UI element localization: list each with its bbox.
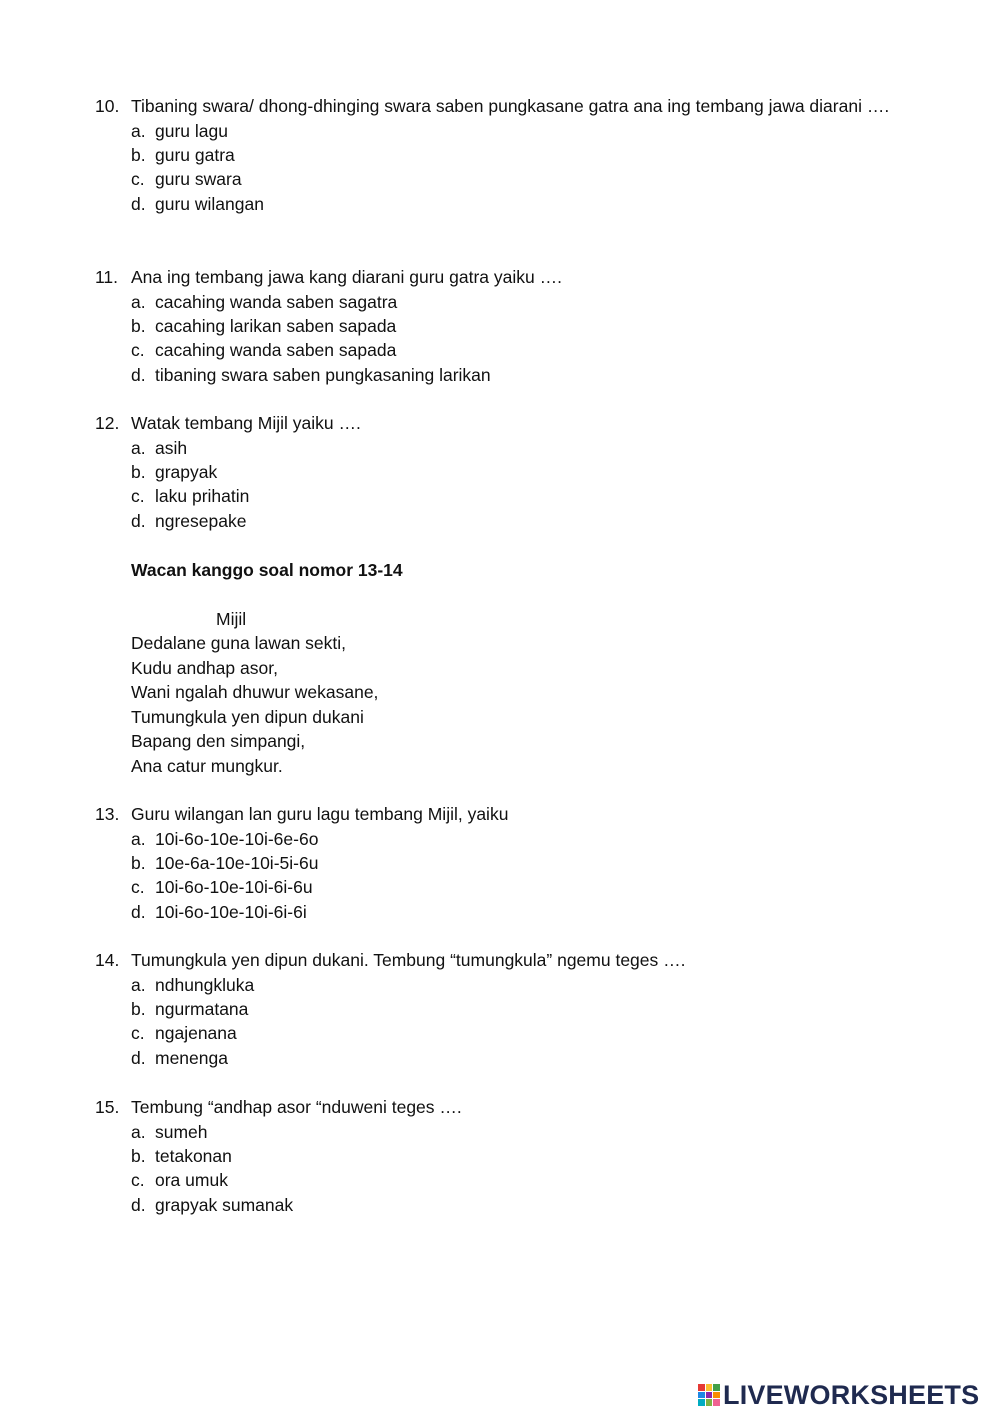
option-letter: b. (131, 144, 146, 165)
question-number: 12. (95, 413, 120, 433)
option-letter: c. (131, 1170, 145, 1191)
option-b[interactable] (131, 460, 915, 484)
option-d[interactable] (131, 1046, 915, 1070)
option-list (95, 973, 915, 1071)
question-text: Tumungkula yen dipun dukani. Tembung “tumungkula” ngemu teges …. (131, 950, 686, 970)
logo-cell (698, 1384, 705, 1391)
logo-grid-icon (698, 1384, 720, 1406)
option-text: asih (155, 437, 188, 458)
logo-cell (706, 1384, 713, 1391)
option-list (95, 436, 915, 534)
option-letter: d. (131, 193, 146, 214)
option-letter: a. (131, 974, 146, 995)
question-text: Tembung “andhap asor “nduweni teges …. (131, 1097, 462, 1117)
option-letter: b. (131, 461, 146, 482)
option-b[interactable] (131, 143, 915, 167)
option-c[interactable] (131, 1168, 915, 1192)
question-stem (95, 265, 915, 290)
logo-cell (706, 1392, 713, 1399)
option-letter: a. (131, 291, 146, 312)
logo-cell (713, 1384, 720, 1391)
option-a[interactable] (131, 436, 915, 460)
option-text: 10i-6o-10e-10i-6i-6u (155, 877, 313, 898)
passage-heading: Wacan kanggo soal nomor 13-14 (131, 560, 403, 580)
option-text: ndhungkluka (155, 974, 255, 995)
option-text: ngresepake (155, 510, 247, 531)
option-d[interactable] (131, 900, 915, 924)
question-11 (95, 265, 915, 387)
option-letter: d. (131, 510, 146, 531)
option-text: ngajenana (155, 1023, 237, 1044)
reading-passage (131, 558, 403, 778)
option-letter: d. (131, 1194, 146, 1215)
liveworksheets-logo (698, 1378, 979, 1412)
option-letter: c. (131, 486, 145, 507)
option-c[interactable] (131, 875, 915, 899)
poem-line: Kudu andhap asor, (131, 657, 278, 678)
option-text: cacahing wanda saben sagatra (155, 291, 398, 312)
question-number: 11. (95, 267, 119, 287)
option-text: menenga (155, 1047, 228, 1068)
option-letter: c. (131, 1023, 145, 1044)
option-text: 10i-6o-10e-10i-6e-6o (155, 828, 319, 849)
option-list (95, 119, 915, 217)
question-stem (95, 948, 915, 973)
option-letter: a. (131, 828, 146, 849)
option-b[interactable] (131, 997, 915, 1021)
option-text: grapyak (155, 461, 218, 482)
logo-cell (698, 1392, 705, 1399)
option-a[interactable] (131, 290, 915, 314)
option-c[interactable] (131, 338, 915, 362)
option-text: guru gatra (155, 144, 235, 165)
option-text: 10e-6a-10e-10i-5i-6u (155, 852, 319, 873)
question-text: Watak tembang Mijil yaiku …. (131, 413, 361, 433)
option-a[interactable] (131, 1120, 915, 1144)
question-stem (95, 802, 915, 827)
option-list (95, 827, 915, 925)
option-letter: d. (131, 1047, 146, 1068)
option-text: sumeh (155, 1121, 208, 1142)
question-stem (95, 411, 915, 436)
logo-cell (706, 1399, 713, 1406)
option-text: guru swara (155, 169, 242, 190)
option-c[interactable] (131, 1021, 915, 1045)
question-text: Guru wilangan lan guru lagu tembang Mijil, yaiku (131, 804, 509, 824)
question-number: 13. (95, 804, 120, 824)
option-letter: a. (131, 120, 146, 141)
option-text: laku prihatin (155, 486, 250, 507)
poem-line: Bapang den simpangi, (131, 731, 306, 751)
option-letter: d. (131, 901, 146, 922)
option-letter: b. (131, 1145, 146, 1166)
option-letter: c. (131, 169, 145, 190)
option-b[interactable] (131, 1144, 915, 1168)
option-letter: a. (131, 1121, 146, 1142)
option-a[interactable] (131, 827, 915, 851)
option-b[interactable] (131, 314, 915, 338)
logo-cell (713, 1392, 720, 1399)
question-number: 10. (95, 96, 120, 116)
option-text: ngurmatana (155, 998, 249, 1019)
question-15 (95, 1095, 915, 1217)
option-text: guru lagu (155, 120, 228, 141)
logo-text: LIVEWORKSHEETS (723, 1379, 980, 1410)
option-b[interactable] (131, 851, 915, 875)
option-text: grapyak sumanak (155, 1194, 294, 1215)
option-d[interactable] (131, 363, 915, 387)
option-a[interactable] (131, 119, 915, 143)
logo-cell (713, 1399, 720, 1406)
option-d[interactable] (131, 192, 915, 216)
option-d[interactable] (131, 509, 915, 533)
option-text: ora umuk (155, 1170, 228, 1191)
question-text: Ana ing tembang jawa kang diarani guru gatra yaiku …. (131, 267, 562, 287)
option-text: cacahing larikan saben sapada (155, 315, 397, 336)
option-a[interactable] (131, 973, 915, 997)
option-c[interactable] (131, 484, 915, 508)
poem-line: Dedalane guna lawan sekti, (131, 633, 347, 653)
question-stem (95, 94, 915, 119)
option-letter: a. (131, 437, 146, 458)
question-number: 14. (95, 950, 120, 970)
poem-line: Wani ngalah dhuwur wekasane, (131, 682, 379, 702)
option-letter: b. (131, 852, 146, 873)
option-list (95, 1120, 915, 1218)
option-text: cacahing wanda saben sapada (155, 340, 397, 361)
question-number: 15. (95, 1097, 120, 1117)
option-letter: c. (131, 340, 145, 361)
option-letter: b. (131, 315, 146, 336)
poem-line: Ana catur mungkur. (131, 755, 283, 776)
option-letter: d. (131, 364, 146, 385)
option-text: guru wilangan (155, 193, 264, 214)
option-letter: c. (131, 877, 145, 898)
question-text: Tibaning swara/ dhong-dhinging swara saben pungkasane gatra ana ing tembang jawa diarani …. (131, 96, 890, 116)
question-stem (95, 1095, 915, 1120)
question-12 (95, 411, 915, 533)
logo-cell (698, 1399, 705, 1406)
poem-line: Tumungkula yen dipun dukani (131, 706, 364, 727)
option-d[interactable] (131, 1193, 915, 1217)
option-c[interactable] (131, 167, 915, 191)
question-13 (95, 802, 915, 924)
option-letter: b. (131, 998, 146, 1019)
option-text: tibaning swara saben pungkasaning larikan (155, 364, 491, 385)
option-text: tetakonan (155, 1145, 232, 1166)
option-list (95, 290, 915, 388)
poem-title: Mijil (216, 608, 247, 629)
question-14 (95, 948, 915, 1070)
option-text: 10i-6o-10e-10i-6i-6i (155, 901, 307, 922)
question-10 (95, 94, 915, 216)
